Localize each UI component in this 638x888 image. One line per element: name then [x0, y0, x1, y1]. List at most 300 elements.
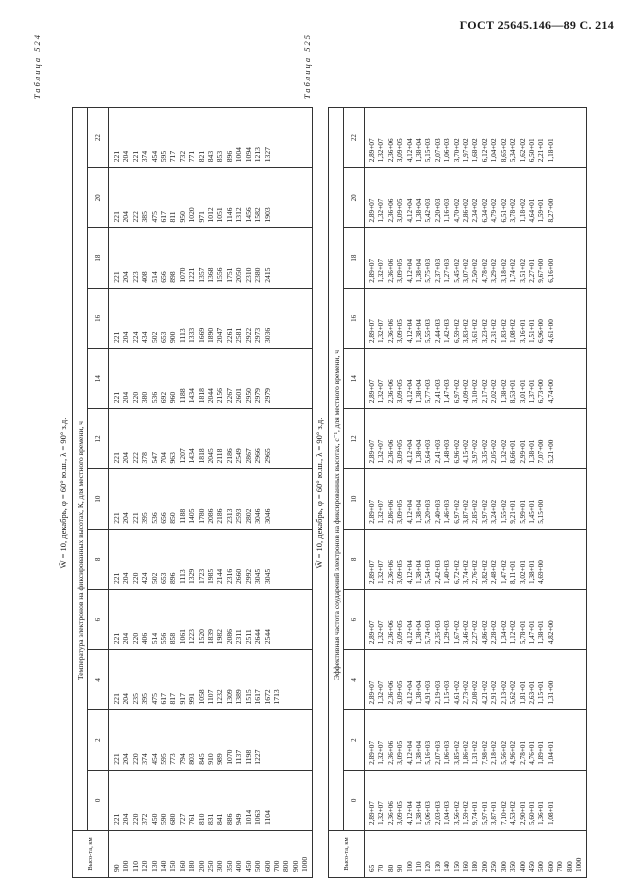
height-value: 120 [140, 860, 150, 872]
cell-value: 3045 [253, 568, 263, 584]
hour-header: 8 [88, 529, 109, 589]
cell-value: 3,87+01 [490, 801, 499, 825]
cell-value: 4,12+04 [405, 560, 414, 584]
cell-value: 502 [149, 331, 159, 343]
cell-value: 3,09+05 [396, 801, 405, 825]
cell-value: 2310 [243, 267, 253, 283]
cell-value: 656 [159, 271, 169, 283]
cell-value: 2,36+06 [386, 560, 395, 584]
cell-value: 6,34+02 [480, 198, 489, 223]
cell-value: 2316 [224, 568, 234, 584]
cell-value: 223 [130, 271, 140, 283]
cell-value: 2,37+03 [433, 258, 442, 283]
cell-value: 1,45+01 [527, 499, 536, 524]
cell-value: 771 [187, 150, 197, 163]
cell-value: 2,89+07 [368, 801, 376, 825]
cell-value: 221 [112, 452, 121, 464]
cell-value: 2,36+06 [386, 138, 395, 163]
hour-header: 12 [88, 409, 109, 469]
cell-value: 3,09+05 [396, 620, 405, 645]
cell-value: 2544 [262, 629, 272, 645]
cell-value: 2,89+07 [368, 258, 376, 283]
cell-value: 4,91+03 [424, 680, 433, 705]
cell-value: 5,64+03 [424, 439, 433, 464]
height-value: 500 [253, 860, 263, 872]
cell-value: 2,41+03 [433, 439, 442, 464]
cell-value: 2593 [234, 508, 244, 524]
cell-value: 2581 [234, 327, 244, 343]
cell-value: 1520 [196, 629, 206, 645]
hour-header: 16 [88, 288, 109, 348]
cell-value: 1,38+02 [499, 379, 508, 404]
cell-value: 2,89+07 [368, 620, 376, 645]
cell-value: 1,55+02 [499, 499, 508, 524]
cell-value: 1,38+01 [527, 439, 536, 464]
cell-value: 9,67+00 [537, 258, 546, 283]
cell-value: 989 [215, 753, 225, 765]
cell-value: 2,07+03 [433, 740, 442, 765]
cell-value: 4,12+04 [405, 499, 414, 524]
cell-value: 5,16+03 [424, 740, 433, 765]
cell-value: 2511 [243, 629, 253, 645]
cell-value: 1063 [253, 809, 263, 825]
hour-column [109, 770, 313, 830]
cell-value: 1,12+02 [509, 620, 518, 645]
cell-value: 2601 [234, 388, 244, 404]
cell-value: 7,07+00 [537, 439, 546, 464]
height-value: 130 [433, 861, 442, 872]
cell-value: 2,63+01 [527, 680, 536, 705]
cell-value: 1405 [187, 508, 197, 524]
cell-value: 1,32+02 [499, 439, 508, 464]
cell-value: 2415 [262, 267, 272, 283]
cell-value: 1903 [262, 207, 272, 223]
cell-value: 5,15+03 [424, 138, 433, 163]
cell-value: 221 [112, 331, 121, 343]
cell-value: 1,04+02 [490, 138, 499, 163]
cell-value: 2965 [262, 448, 272, 464]
cell-value: 1368 [206, 267, 216, 283]
cell-value: 3,70+02 [452, 138, 461, 163]
cell-value: 1672 [262, 689, 272, 705]
cell-value: 536 [149, 512, 159, 524]
cell-value: 2,86+06 [386, 499, 395, 524]
cell-value: 2,36+06 [386, 439, 395, 464]
hour-header: 6 [344, 590, 365, 650]
cell-value: 2979 [262, 388, 272, 404]
cell-value: 4,12+04 [405, 680, 414, 705]
height-value: 90 [112, 864, 121, 872]
cell-value: 3,35+02 [480, 439, 489, 464]
cell-value: 1,36+01 [537, 801, 546, 825]
cell-value: 2,89+07 [368, 198, 376, 223]
cell-value: 1,86+02 [462, 740, 471, 765]
cell-value: 2,50+02 [471, 258, 480, 283]
cell-value: 1,15+01 [537, 680, 546, 705]
cell-value: 475 [149, 693, 159, 705]
cell-value: 6,96+02 [452, 439, 461, 464]
cell-value: 810 [196, 813, 206, 825]
cell-value: 1070 [224, 749, 234, 765]
cell-value: 4,61+00 [546, 319, 555, 343]
height-value: 110 [130, 860, 140, 872]
cell-value: 1,32+07 [377, 680, 386, 705]
cell-value: 204 [121, 331, 131, 343]
cell-value: 4,53+02 [509, 801, 518, 825]
cell-value: 536 [149, 391, 159, 404]
cell-value: 1,40+03 [443, 560, 452, 584]
cell-value: 3,09+05 [396, 740, 405, 765]
cell-value: 4,21+02 [480, 680, 489, 705]
cell-value: 896 [224, 150, 234, 163]
cell-value: 5,78+01 [518, 620, 527, 645]
cell-value: 5,45+02 [452, 258, 461, 283]
cell-value: 773 [168, 753, 178, 765]
hour-column [365, 107, 587, 167]
hour-column [365, 590, 587, 650]
cell-value: 2950 [243, 388, 253, 404]
cell-value: 4,61+02 [452, 680, 461, 705]
cell-value: 1207 [177, 448, 187, 464]
height-column-header: Высо-та, км [329, 831, 365, 878]
cell-value: 2802 [243, 508, 253, 524]
hour-column [109, 529, 313, 589]
cell-value: 853 [215, 150, 225, 163]
cell-value: 1,32+07 [377, 138, 386, 163]
height-value: 400 [518, 861, 527, 872]
cell-value: 1,32+07 [377, 379, 386, 404]
cell-value: 221 [112, 391, 121, 404]
cell-value: 2,18+02 [490, 740, 499, 765]
hour-column [365, 710, 587, 770]
cell-value: 1780 [196, 508, 206, 524]
cell-value: 4,12+04 [405, 258, 414, 283]
hour-header: 10 [344, 469, 365, 529]
height-value: 140 [159, 860, 169, 872]
cell-value: 204 [121, 211, 131, 223]
cell-value: 1818 [196, 388, 206, 404]
cell-value: 1,31+02 [471, 740, 480, 765]
cell-value: 1146 [224, 207, 234, 223]
cell-value: 841 [215, 813, 225, 825]
page-header: ГОСТ 25645.146—89 С. 214 [459, 18, 614, 32]
cell-value: 3,85+02 [452, 740, 461, 765]
cell-value: 434 [140, 331, 150, 343]
cell-value: 2267 [224, 388, 234, 404]
cell-value: 2044 [206, 388, 216, 404]
height-value: 250 [206, 860, 216, 872]
cell-value: 2086 [206, 508, 216, 524]
hour-column [365, 228, 587, 288]
cell-value: 1,32+07 [377, 801, 386, 825]
cell-value: 2380 [253, 267, 263, 283]
cell-value: 204 [121, 693, 131, 705]
cell-value: 1,27+03 [443, 258, 452, 283]
cell-value: 3,09+05 [396, 258, 405, 283]
cell-value: 235 [130, 693, 140, 705]
cell-value: 5,42+03 [424, 198, 433, 223]
cell-value: 4,15+02 [462, 439, 471, 464]
cell-value: 617 [159, 211, 169, 223]
cell-value: 2,78+01 [518, 740, 527, 765]
cell-value: 3,29+02 [490, 258, 499, 283]
cell-value: 1,38+04 [415, 680, 424, 705]
cell-value: 991 [187, 693, 197, 705]
cell-value: 732 [177, 150, 187, 163]
cell-value: 4,82+00 [546, 620, 555, 645]
cell-value: 717 [168, 150, 178, 163]
cell-value: 2,89+07 [368, 499, 376, 524]
hour-column [109, 710, 313, 770]
cell-value: 850 [168, 512, 178, 524]
cell-value: 1333 [187, 327, 197, 343]
cell-value: 454 [149, 150, 159, 163]
hour-header: 18 [88, 228, 109, 288]
cell-value: 1,38+04 [415, 740, 424, 765]
cell-value: 408 [140, 271, 150, 283]
hour-column [109, 349, 313, 409]
cell-value: 590 [159, 813, 169, 825]
cell-value: 204 [121, 572, 131, 584]
height-column [109, 831, 313, 878]
cell-value: 2045 [206, 448, 216, 464]
cell-value: 1556 [215, 267, 225, 283]
cell-value: 5,56+02 [499, 740, 508, 765]
hour-header: 22 [88, 108, 109, 168]
cell-value: 653 [159, 572, 169, 584]
cell-value: 2313 [224, 508, 234, 524]
hour-column [109, 168, 313, 228]
cell-value: 5,97+01 [480, 801, 489, 825]
cell-value: 4,78+02 [480, 258, 489, 283]
span-header: Температура электронов на фиксированных высотах, К, для местного времени, ч [73, 108, 88, 831]
cell-value: 9,21+01 [509, 499, 518, 524]
cell-value: 3,61+02 [471, 319, 480, 343]
cell-value: 5,34+02 [509, 138, 518, 163]
cell-value: 1004 [234, 147, 244, 163]
cell-value: 502 [149, 572, 159, 584]
cell-value: 4,69+00 [537, 560, 546, 584]
cell-value: 4,96+02 [509, 740, 518, 765]
cell-value: 385 [140, 211, 150, 223]
cell-value: 2,99+01 [518, 439, 527, 464]
hour-column [365, 409, 587, 469]
hour-header: 2 [344, 710, 365, 770]
cell-value: 2867 [243, 448, 253, 464]
cell-value: 1,38+04 [415, 560, 424, 584]
cell-value: 4,12+04 [405, 138, 414, 163]
hour-column [365, 349, 587, 409]
cell-value: 1014 [243, 809, 253, 825]
cell-value: 3,09+05 [396, 379, 405, 404]
cell-value: 1,18+02 [518, 198, 527, 223]
cell-value: 656 [159, 512, 169, 524]
cell-value: 2311 [234, 629, 244, 645]
cell-value: 3,87+02 [462, 499, 471, 524]
cell-value: 1,15+03 [443, 680, 452, 705]
cell-value: 3,24+02 [490, 499, 499, 524]
cell-value: 1058 [196, 689, 206, 705]
data-table-524 [72, 107, 313, 878]
cell-value: 372 [140, 813, 150, 825]
cell-value: 5,55+03 [424, 319, 433, 343]
hour-header: 12 [344, 409, 365, 469]
cell-value: 221 [112, 150, 121, 163]
cell-value: 1,04+03 [443, 801, 452, 825]
hour-header: 2 [88, 710, 109, 770]
cell-value: 547 [149, 452, 159, 464]
cell-value: 3,46+02 [462, 620, 471, 645]
cell-value: 4,09+02 [462, 379, 471, 404]
height-value: 150 [452, 861, 461, 872]
cell-value: 1188 [177, 508, 187, 524]
height-value: 700 [556, 861, 565, 872]
cell-value: 1617 [253, 689, 263, 705]
cell-value: 1,16+03 [443, 198, 452, 223]
cell-value: 1,32+07 [377, 740, 386, 765]
cell-value: 3,56+02 [452, 801, 461, 825]
cell-value: 3,10+02 [471, 379, 480, 404]
cell-value: 1,06+03 [443, 740, 452, 765]
cell-value: 3,09+05 [396, 680, 405, 705]
cell-value: 1012 [206, 207, 216, 223]
cell-value: 3046 [253, 508, 263, 524]
cell-value: 2,48+02 [490, 560, 499, 584]
height-value: 180 [471, 861, 480, 872]
cell-value: 1839 [206, 629, 216, 645]
cell-value: 898 [168, 271, 178, 283]
cell-value: 5,60+01 [527, 801, 536, 825]
cell-value: 4,12+04 [405, 740, 414, 765]
cell-value: 1,08+02 [509, 319, 518, 343]
height-value: 80 [386, 864, 395, 872]
height-value: 70 [377, 864, 386, 872]
data-table-525 [328, 107, 587, 878]
cell-value: 2,27+02 [471, 620, 480, 645]
cell-value: 2,89+07 [368, 680, 376, 705]
cell-value: 6,72+02 [452, 560, 461, 584]
hour-column [109, 288, 313, 348]
cell-value: 794 [177, 753, 187, 765]
cell-value: 4,79+02 [490, 198, 499, 223]
height-value: 200 [480, 861, 489, 872]
cell-value: 910 [206, 753, 216, 765]
cell-value: 5,15+00 [537, 499, 546, 524]
cell-value: 831 [206, 813, 216, 825]
hour-column [109, 469, 313, 529]
hour-column [365, 529, 587, 589]
cell-value: 2050 [234, 267, 244, 283]
cell-value: 1456 [243, 207, 253, 223]
cell-value: 2,31+02 [490, 319, 499, 343]
cell-value: 204 [121, 271, 131, 283]
hour-header: 4 [88, 650, 109, 710]
cell-value: 6,50+01 [527, 138, 536, 163]
cell-value: 2,73+02 [462, 680, 471, 705]
cell-value: 2,36+06 [386, 801, 395, 825]
cell-value: 1357 [196, 267, 206, 283]
cell-value: 4,64+01 [527, 198, 536, 223]
height-column-header: Высо-та, км [73, 831, 109, 878]
cell-value: 1985 [206, 568, 216, 584]
cell-value: 6,16+00 [546, 258, 555, 283]
cell-value: 2186 [215, 508, 225, 524]
cell-value: 4,86+02 [480, 620, 489, 645]
cell-value: 2,36+06 [386, 680, 395, 705]
height-value: 90 [396, 864, 405, 872]
cell-value: 1,08+01 [546, 801, 555, 825]
cell-value: 1,38+04 [415, 801, 424, 825]
cell-value: 2,42+03 [433, 560, 442, 584]
cell-value: 1434 [187, 388, 197, 404]
height-value: 600 [546, 861, 555, 872]
cell-value: 1982 [215, 629, 225, 645]
cell-value: 1188 [177, 388, 187, 404]
cell-value: 2,91+02 [490, 680, 499, 705]
cell-value: 595 [159, 150, 169, 163]
cell-value: 1,32+07 [377, 439, 386, 464]
height-value: 160 [462, 861, 471, 872]
cell-value: 803 [187, 753, 197, 765]
hour-header: 10 [88, 469, 109, 529]
cell-value: 1389 [234, 689, 244, 705]
cell-value: 1,46+03 [443, 499, 452, 524]
cell-value: 6,12+02 [480, 138, 489, 163]
cell-value: 3,23+02 [480, 319, 489, 343]
cell-value: 2973 [253, 327, 263, 343]
height-value: 800 [281, 860, 291, 872]
cell-value: 858 [168, 632, 178, 645]
hour-header: 0 [344, 770, 365, 830]
cell-value: 204 [121, 391, 131, 404]
cell-value: 2,07+03 [433, 138, 442, 163]
cell-value: 1,47+01 [527, 620, 536, 645]
cell-value: 1515 [243, 689, 253, 705]
height-value: 300 [499, 861, 508, 872]
cell-value: 1329 [187, 568, 197, 584]
cell-value: 1582 [253, 207, 263, 223]
cell-value: 2,36+06 [386, 620, 395, 645]
hour-column [365, 469, 587, 529]
cell-value: 949 [234, 813, 244, 825]
cell-value: 2047 [215, 327, 225, 343]
cell-value: 2,89+07 [368, 439, 376, 464]
cell-value: 1104 [262, 810, 272, 825]
cell-value: 220 [130, 391, 140, 404]
cell-value: 5,99+01 [518, 499, 527, 524]
cell-value: 6,97+02 [452, 499, 461, 524]
cell-value: 4,12+04 [405, 379, 414, 404]
height-value: 300 [215, 860, 225, 872]
cell-value: 3,09+05 [396, 499, 405, 524]
cell-value: 204 [121, 150, 131, 163]
cell-value: 221 [112, 753, 121, 765]
cell-value: 1,04+01 [546, 740, 555, 765]
cell-value: 821 [196, 150, 206, 163]
table-label: Таблица 524 [32, 33, 42, 100]
cell-value: 617 [159, 693, 169, 705]
cell-value: 6,96+00 [537, 319, 546, 343]
cell-value: 3,01+01 [518, 379, 527, 404]
cell-value: 395 [140, 693, 150, 705]
cell-value: 1070 [177, 267, 187, 283]
cell-value: 595 [159, 753, 169, 765]
cell-value: 1327 [262, 147, 272, 163]
cell-value: 1,34+02 [499, 620, 508, 645]
cell-value: 704 [159, 452, 169, 464]
hour-header: 20 [344, 168, 365, 228]
cell-value: 6,73+00 [537, 379, 546, 404]
